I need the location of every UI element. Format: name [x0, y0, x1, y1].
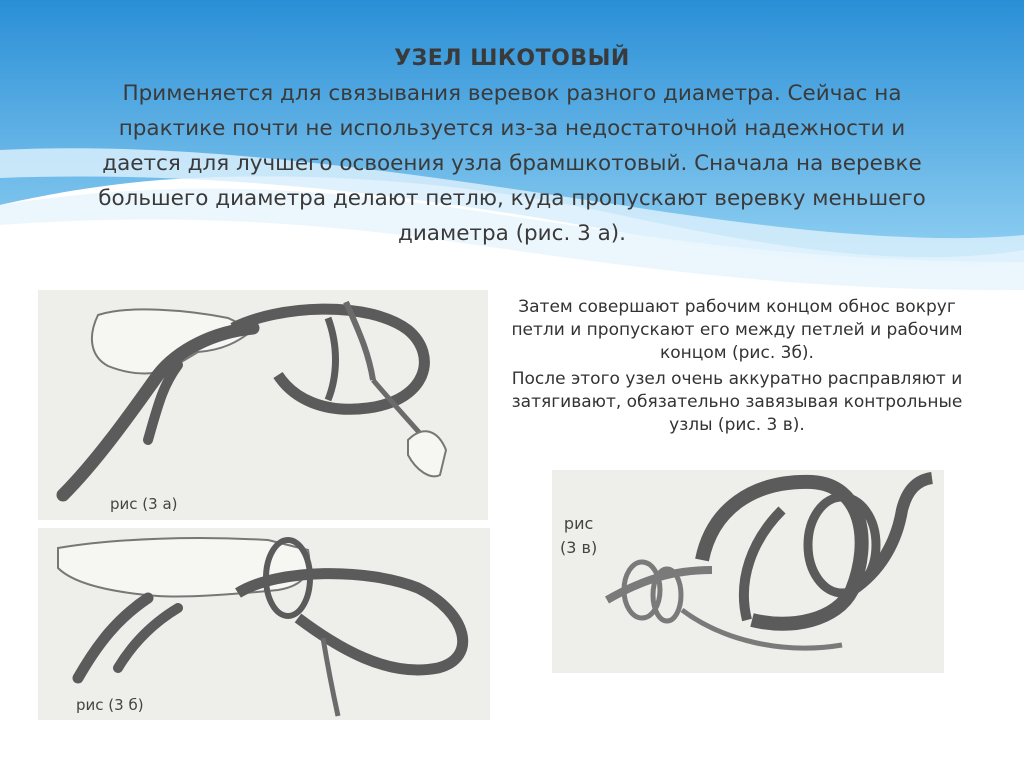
intro-text — [20, 76, 1004, 251]
figure-3a-label: рис (3 а) — [110, 495, 178, 513]
figure-3a-drawing — [38, 290, 488, 520]
intro-line: Применяется для связывания веревок разного диаметра. Сейчас на — [122, 81, 902, 106]
figure-3b-label: рис (3 б) — [76, 696, 144, 714]
figure-3c-label — [560, 512, 597, 560]
figure-3b-drawing — [38, 528, 490, 720]
intro-line: большего диаметра делают петлю, куда пропускают веревку меньшего — [98, 186, 926, 211]
figure-3c-label-line2: (3 в) — [560, 538, 598, 557]
side-text — [502, 296, 972, 437]
figure-3c-drawing — [552, 470, 944, 673]
intro-line: дается для лучшего освоения узла брамшкотовый. Сначала на веревке — [102, 151, 922, 176]
figure-3b — [38, 528, 490, 720]
side-paragraph-2: После этого узел очень аккуратно расправляют и затягивают, обязательно завязывая контрольные узлы (рис. 3 в). — [511, 369, 963, 435]
figure-3c — [552, 470, 944, 673]
intro-line: практике почти не используется из-за недостаточной надежности и — [118, 116, 906, 141]
figure-3c-label-line1: рис — [563, 514, 594, 533]
intro-line: диаметра (рис. 3 а). — [397, 221, 627, 246]
title-block — [20, 44, 1004, 251]
side-paragraph-1: Затем совершают рабочим концом обнос вокруг петли и пропускают его между петлей и рабочим концом (рис. 3б). — [511, 297, 963, 363]
slide-title: УЗЕЛ ШКОТОВЫЙ — [394, 46, 630, 71]
figure-3a — [38, 290, 488, 520]
